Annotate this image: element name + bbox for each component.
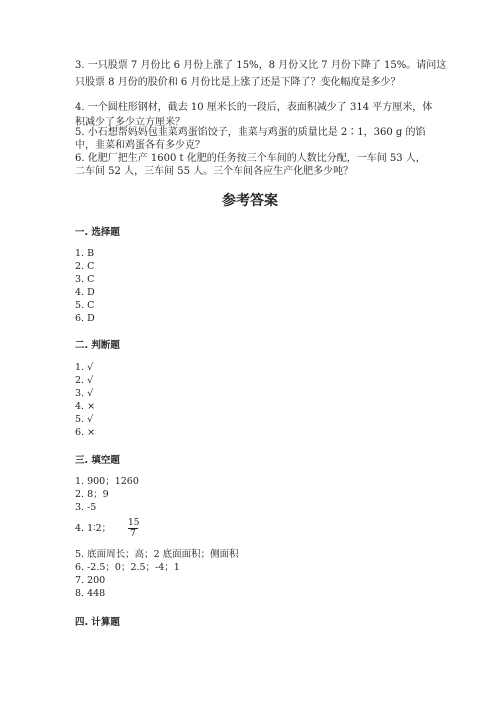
fill-answer-2: 2. 8；9 [75, 489, 109, 500]
section-judge-heading: 二. 判断题 [75, 340, 120, 351]
judge-answer: 5. √ [75, 414, 94, 425]
judge-answer: 4. × [75, 401, 96, 412]
choice-answer: 3. C [75, 274, 95, 285]
fill-answer-4: 4. 1∶2； [75, 523, 112, 534]
choice-answer: 4. D [75, 287, 95, 298]
fill-answer-3: 3. -5 [75, 502, 97, 513]
question-4-line-2: 积减少了多少立方厘米？ [75, 117, 185, 128]
question-4-line-1: 4. 一个圆柱形钢材，截去 10 厘米长的一段后，表面积减少了 314 平方厘米，体 [75, 102, 433, 113]
fill-answer-1: 1. 900；1260 [75, 476, 139, 487]
judge-answer: 2. √ [75, 375, 94, 386]
fill-answer-5: 5. 底面周长；高；2 底面面积；侧面积 [75, 549, 239, 560]
fraction-denominator: 7 [130, 529, 136, 539]
section-choice-heading: 一. 选择题 [75, 227, 120, 238]
question-6-line-2: 二车间 52 人，三车间 55 人。三个车间各应生产化肥多少吨？ [75, 166, 354, 177]
fill-answer-8: 8. 448 [75, 588, 106, 599]
choice-answer: 6. D [75, 313, 95, 324]
section-fill-heading: 三. 填空题 [75, 455, 120, 466]
question-5-line-1: 5. 小石想帮妈妈包韭菜鸡蛋馅饺子，韭菜与鸡蛋的质量比是 2∶1，360 g 的馅 [75, 127, 426, 138]
fraction [128, 518, 138, 539]
fraction-numerator: 15 [128, 518, 140, 528]
judge-answer: 3. √ [75, 388, 94, 399]
judge-answer: 6. × [75, 427, 96, 438]
choice-answer: 2. C [75, 261, 95, 272]
question-5-line-2: 中，韭菜和鸡蛋各有多少克？ [75, 140, 205, 151]
fill-answer-7: 7. 200 [75, 575, 106, 586]
question-3-line-2: 只股票 8 月份的股价和 6 月份比是上涨了还是下降了？变化幅度是多少？ [75, 77, 401, 88]
judge-answer: 1. √ [75, 362, 94, 373]
answer-key-title: 参考答案 [222, 193, 278, 209]
question-6-line-1: 6. 化肥厂把生产 1600 t 化肥的任务按三个车间的人数比分配，一车间 53 人， [75, 153, 426, 164]
fill-answer-6: 6. -2.5；0；2.5；-4；1 [75, 562, 180, 573]
choice-answer: 5. C [75, 300, 95, 311]
question-3-line-1: 3. 一只股票 7 月份比 6 月份上涨了 15%，8 月份又比 7 月份下降了 15%。请问这 [75, 60, 447, 71]
section-calc-heading: 四. 计算题 [75, 617, 120, 628]
choice-answer: 1. B [75, 248, 95, 259]
